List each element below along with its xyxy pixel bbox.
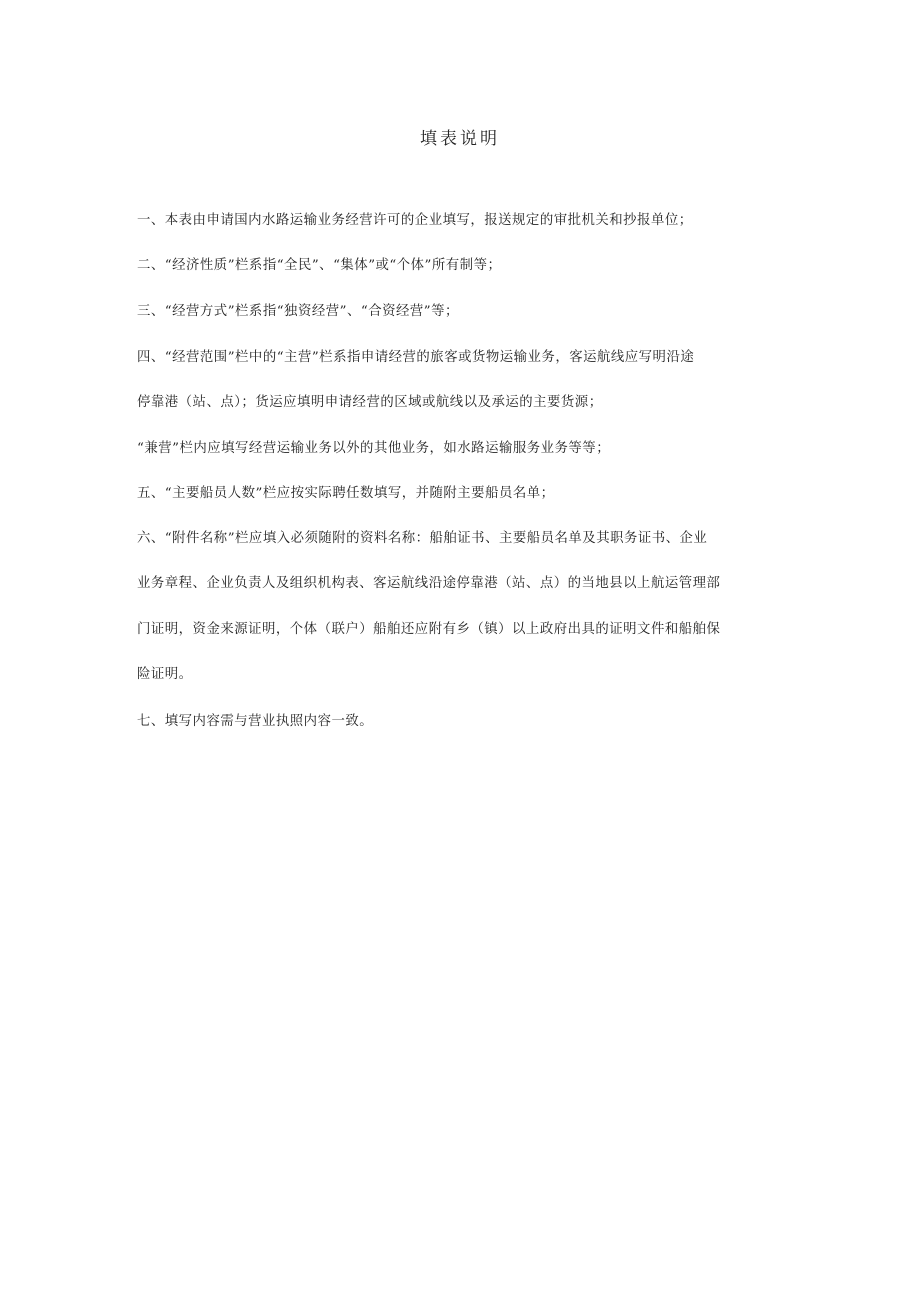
instruction-line-5: 停靠港（站、点）；货运应填明申请经营的区域或航线以及承运的主要货源；: [137, 395, 603, 410]
instruction-line-11: 险证明。: [137, 667, 193, 682]
instruction-line-2: 二、“经济性质”栏系指“全民”、“集体”或“个体”所有制等；: [137, 258, 502, 273]
instruction-line-10: 门证明，资金来源证明，个体（联户）船舶还应附有乡（镇）以上政府出具的证明文件和船舶保: [137, 622, 721, 637]
instruction-line-12: 七、填写内容需与营业执照内容一致。: [137, 714, 374, 729]
instruction-line-7: 五、“主要船员人数”栏应按实际聘任数填写，并随附主要船员名单；: [137, 486, 555, 501]
instruction-line-1: 一、本表由申请国内水路运输业务经营许可的企业填写，报送规定的审批机关和抄报单位；: [137, 213, 693, 228]
instruction-line-4: 四、“经营范围”栏中的“主营”栏系指申请经营的旅客或货物运输业务，客运航线应写明沿途: [137, 350, 695, 365]
page-title: 填表说明: [420, 129, 500, 149]
instruction-line-3: 三、“经营方式”栏系指“独资经营”、“合资经营”等；: [137, 304, 459, 319]
instruction-line-9: 业务章程、企业负责人及组织机构表、客运航线沿途停靠港（站、点）的当地县以上航运管理部: [137, 576, 721, 591]
instruction-line-6: “兼营”栏内应填写经营运输业务以外的其他业务，如水路运输服务业务等等；: [137, 441, 611, 456]
instruction-line-8: 六、“附件名称”栏应填入必须随附的资料名称：船舶证书、主要船员名单及其职务证书、企业: [137, 531, 708, 546]
